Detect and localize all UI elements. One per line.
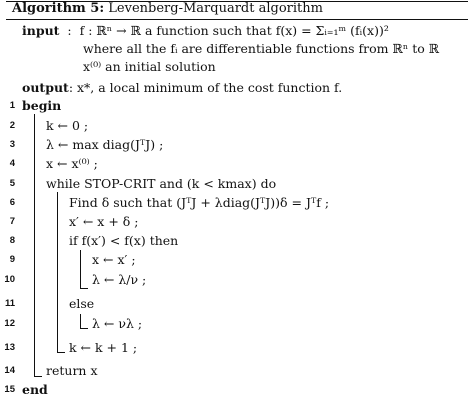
- code-line-9: x ← x′ ;: [92, 252, 136, 267]
- line-number: 10: [4, 274, 15, 285]
- algorithm-label: Algorithm 5:: [12, 1, 105, 16]
- else-block-bar: [80, 314, 81, 328]
- while-block-bar: [57, 192, 58, 352]
- output-keyword: output: [22, 80, 69, 95]
- line-number: 7: [9, 216, 15, 227]
- line-number: 14: [4, 365, 15, 376]
- while-block-end: [57, 352, 65, 353]
- line-number: 8: [9, 235, 15, 246]
- begin-block-bar: [34, 114, 35, 376]
- line-number: 15: [4, 384, 15, 395]
- code-line-4: x ← x⁽⁰⁾ ;: [46, 156, 98, 171]
- algorithm-name: Levenberg-Marquardt algorithm: [108, 1, 323, 16]
- input-text-1: f : ℝⁿ → ℝ a function such that f(x) = Σᵢ₌₁ᵐ (fᵢ(x))²: [79, 23, 389, 38]
- line-number: 2: [9, 120, 15, 131]
- output-line: output: x*, a local minimum of the cost function f.: [22, 80, 343, 95]
- line-number: 13: [4, 342, 15, 353]
- line-number: 3: [9, 139, 15, 150]
- header-rule: [6, 19, 468, 20]
- input-line-1: input : f : ℝⁿ → ℝ a function such that f(x) = Σᵢ₌₁ᵐ (fᵢ(x))²: [22, 23, 389, 38]
- then-block-end: [80, 288, 88, 289]
- begin-block-end: [34, 376, 42, 377]
- line-number: 9: [9, 254, 15, 265]
- code-line-3: λ ← max diag(JᵀJ) ;: [46, 137, 164, 152]
- code-line-6: Find δ such that (JᵀJ + λdiag(JᵀJ))δ = Jᵀf ;: [69, 195, 330, 210]
- line-number: 12: [4, 318, 15, 329]
- line-number: 11: [4, 298, 15, 309]
- line-number: 6: [9, 197, 15, 208]
- input-line-2: where all the fᵢ are differentiable functions from ℝⁿ to ℝ: [83, 41, 440, 56]
- code-line-13: k ← k + 1 ;: [69, 340, 138, 355]
- begin-keyword: begin: [22, 98, 62, 113]
- line-number: 4: [9, 158, 15, 169]
- input-line-3: x⁽⁰⁾ an initial solution: [83, 59, 216, 74]
- code-line-8: if f(x′) < f(x) then: [69, 233, 179, 248]
- line-number: 5: [9, 178, 15, 189]
- input-keyword: input: [22, 23, 60, 38]
- code-line-10: λ ← λ/ν ;: [92, 272, 147, 287]
- code-line-2: k ← 0 ;: [46, 118, 89, 133]
- code-line-14: return x: [46, 363, 98, 378]
- line-number: 1: [9, 100, 15, 111]
- end-keyword: end: [22, 382, 48, 397]
- else-block-end: [80, 328, 88, 329]
- output-text: x*, a local minimum of the cost function f.: [77, 80, 343, 95]
- code-line-12: λ ← νλ ;: [92, 316, 143, 331]
- then-block-bar: [80, 250, 81, 288]
- code-line-7: x′ ← x + δ ;: [69, 214, 139, 229]
- code-line-11: else: [69, 296, 95, 311]
- code-line-5: while STOP-CRIT and (k < kmax) do: [46, 176, 277, 191]
- algorithm-title: [12, 1, 323, 16]
